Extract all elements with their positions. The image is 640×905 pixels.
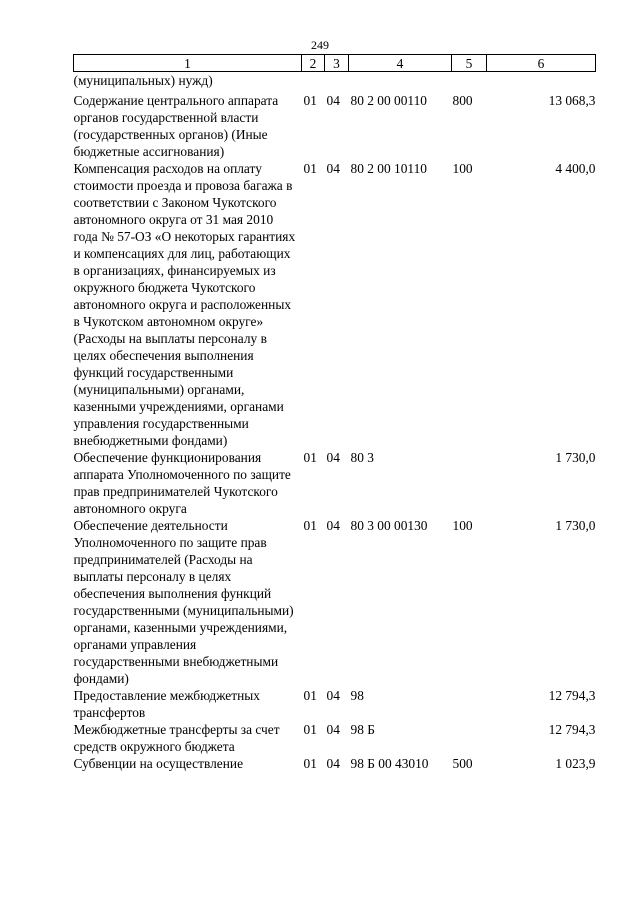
row-section: 01 [303, 450, 317, 465]
table-row [74, 517, 596, 687]
row-type [452, 449, 487, 517]
row-target: 80 2 00 00110 [350, 93, 427, 108]
table-row [74, 92, 596, 160]
row-type: 500 [452, 756, 473, 771]
table-row [74, 755, 596, 772]
row-name: Субвенции на осуществление [73, 756, 244, 771]
table-row [74, 160, 596, 449]
row-subsection: 04 [326, 93, 340, 108]
header-cell-section: 2 [302, 55, 325, 72]
row-section: 01 [303, 722, 317, 737]
row-subsection: 04 [326, 688, 340, 703]
row-subsection: 04 [326, 161, 340, 176]
header-cell-amount: 6 [487, 55, 596, 72]
row-subsection: 04 [326, 518, 340, 533]
row-type [452, 687, 487, 721]
page-number: 249 [311, 38, 329, 52]
row-target: 80 3 [350, 450, 374, 465]
header-cell-name: 1 [74, 55, 302, 72]
row-type: 100 [452, 161, 473, 176]
table-row [74, 687, 596, 721]
row-amount: 12 794,3 [548, 688, 596, 703]
table-row [74, 449, 596, 517]
row-target: 98 Б 00 43010 [350, 756, 429, 771]
continuation-row [74, 72, 596, 93]
row-section: 01 [303, 756, 317, 771]
budget-table [73, 54, 596, 772]
header-cell-subsection: 3 [325, 55, 349, 72]
row-name: Обеспечение деятельности Уполномоченного по защите прав предпринимателей (Расходы на выплаты персоналу в целях обеспечения выполнения функций государственными (муниципальными) органами, казенными учреждениями, органами управления государственными внебюджетными фондами) [73, 518, 294, 686]
row-target: 80 2 00 10110 [350, 161, 427, 176]
row-amount: 1 730,0 [555, 518, 596, 533]
row-amount: 13 068,3 [548, 93, 596, 108]
row-target: 80 3 00 00130 [350, 518, 428, 533]
row-amount: 4 400,0 [555, 161, 596, 176]
row-name: Обеспечение функционирования аппарата Уполномоченного по защите прав предпринимателей Чукотского автономного округа [73, 450, 291, 516]
row-subsection: 04 [326, 722, 340, 737]
row-subsection: 04 [326, 450, 340, 465]
header-cell-type: 5 [452, 55, 487, 72]
row-target: 98 Б [350, 722, 375, 737]
row-name: Компенсация расходов на оплату стоимости проезда и провоза багажа в соответствии с Законом Чукотского автономного округа от 31 мая 2010 года № 57-ОЗ «О некоторых гарантиях и компенсациях для лиц, работающих в организациях, финансируемых из окружного бюджета Чукотского автономного округа и расположенных в Чукотском автономном округе» (Расходы на выплаты персоналу в целях обеспечения выполнения функций государственными (муниципальными) органами, казенными учреждениями, органами управления государственными внебюджетными фондами) [73, 161, 296, 448]
row-section: 01 [303, 161, 317, 176]
row-type [452, 721, 487, 755]
row-target: 98 [350, 688, 364, 703]
row-name: Межбюджетные трансферты за счет средств окружного бюджета [73, 722, 280, 754]
row-section: 01 [303, 93, 317, 108]
row-type: 800 [452, 93, 473, 108]
header-cell-target: 4 [349, 55, 452, 72]
row-type: 100 [452, 518, 473, 533]
row-section: 01 [303, 518, 317, 533]
row-amount: 1 730,0 [555, 450, 596, 465]
row-amount: 12 794,3 [548, 722, 596, 737]
row-amount: 1 023,9 [555, 756, 596, 771]
row-name: Предоставление межбюджетных трансфертов [73, 688, 260, 720]
row-name: Содержание центрального аппарата органов государственной власти (государственных органов) (Иные бюджетные ассигнования) [73, 93, 279, 159]
header-row [74, 55, 596, 72]
continuation-text: (муниципальных) нужд) [73, 73, 213, 88]
row-subsection: 04 [326, 756, 340, 771]
row-section: 01 [303, 688, 317, 703]
table-row [74, 721, 596, 755]
